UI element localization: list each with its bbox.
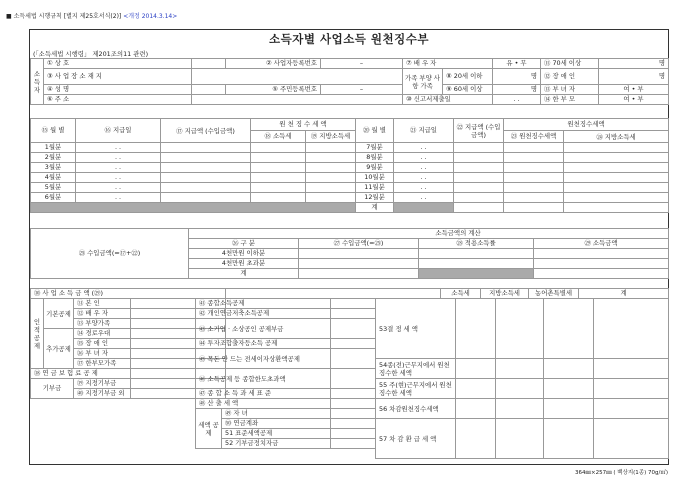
col-total: 계 bbox=[579, 289, 669, 299]
amount2-header: ㉒ 지급액 (수입금액) bbox=[454, 119, 504, 143]
income-tax-header: ⑱ 소득세 bbox=[251, 131, 306, 143]
month2-label: 7월분 bbox=[356, 143, 394, 153]
calc-amount-total[interactable] bbox=[534, 269, 669, 279]
calc-amount-header: ㉙ 소득금액 bbox=[534, 239, 669, 249]
law-reference: (「소득세법 시행령」 제201조의11 관련) bbox=[33, 50, 149, 58]
report-date-label: ⑩ 신고서제출일 bbox=[403, 95, 493, 105]
month-label: 6월분 bbox=[31, 193, 76, 203]
total-local-field[interactable] bbox=[564, 203, 669, 213]
d53-label: 53결 정 세 액 bbox=[376, 299, 456, 359]
earner-table bbox=[30, 58, 669, 105]
d57-label: 57 차 감 환 급 세 액 bbox=[376, 419, 456, 459]
local2-header: ㉔ 지방소득세 bbox=[564, 131, 669, 143]
income-tax-field[interactable] bbox=[251, 173, 306, 183]
calc-title: 소득금액의 계산 bbox=[189, 229, 669, 239]
calc-row-label: 계 bbox=[189, 269, 299, 279]
total-amount-field[interactable] bbox=[454, 203, 504, 213]
trade-name-field[interactable] bbox=[192, 59, 226, 69]
family-group-label: 가족 부양 사항 가족 bbox=[403, 69, 443, 95]
woman-label: ⑬ 부 녀 자 bbox=[541, 85, 599, 95]
month-label: 5월분 bbox=[31, 183, 76, 193]
local-tax-header: ⑲ 지방소득세 bbox=[306, 131, 356, 143]
month-label: 1월분 bbox=[31, 143, 76, 153]
d50-field[interactable] bbox=[331, 419, 376, 429]
dependents-label: ㉝ 부양가족 bbox=[74, 319, 131, 329]
calc-income-total[interactable] bbox=[299, 269, 419, 279]
calc-rate-field[interactable] bbox=[419, 259, 534, 269]
month2-label: 10월분 bbox=[356, 173, 394, 183]
amount-field[interactable] bbox=[161, 163, 251, 173]
paydate-field[interactable]: . . bbox=[76, 173, 161, 183]
revenue-label: ㉕ 수입금액(=⑰+㉒) bbox=[31, 229, 189, 279]
month-header: ⑮ 월 별 bbox=[31, 119, 76, 143]
wtax2-field[interactable] bbox=[504, 183, 564, 193]
amount-field[interactable] bbox=[161, 173, 251, 183]
monthly-table bbox=[30, 118, 669, 213]
amount-field[interactable] bbox=[161, 183, 251, 193]
amount2-field[interactable] bbox=[454, 153, 504, 163]
paydate-field[interactable]: . . bbox=[76, 163, 161, 173]
paydate2-field[interactable]: . . bbox=[394, 193, 454, 203]
d56-total[interactable] bbox=[594, 399, 669, 419]
trade-name-label: ① 상 호 bbox=[44, 59, 192, 69]
pension-label: ㊳ 연 금 보 험 료 공 제 bbox=[31, 369, 131, 379]
under20-label: ⑧ 20세 이하 bbox=[443, 69, 493, 85]
col-local-tax: 지방소득세 bbox=[481, 289, 529, 299]
calc-type-header: ㉖ 구 분 bbox=[189, 239, 299, 249]
d44-field[interactable] bbox=[331, 339, 376, 349]
amount2-field[interactable] bbox=[454, 163, 504, 173]
col-income-tax: 소득세 bbox=[441, 289, 481, 299]
calc-amount-field[interactable] bbox=[534, 249, 669, 259]
d56-local-tax[interactable] bbox=[496, 399, 544, 419]
d43-field[interactable] bbox=[331, 319, 376, 339]
d41-label: ㊶ 종합소득공제 bbox=[196, 299, 331, 309]
income-tax-field[interactable] bbox=[251, 163, 306, 173]
calc-row-label: 4천만원 이하분 bbox=[189, 249, 299, 259]
local2-field[interactable] bbox=[564, 193, 669, 203]
disabled-label: ⑫ 장 애 인 bbox=[541, 69, 599, 85]
paper-spec: 364㎜×257㎜ ( 백상지(1종) 70g/㎡) bbox=[574, 470, 668, 476]
biz-no-field[interactable]: – bbox=[321, 59, 403, 69]
amount-field[interactable] bbox=[161, 193, 251, 203]
paydate2-field[interactable]: . . bbox=[394, 183, 454, 193]
amount-field[interactable] bbox=[161, 153, 251, 163]
d42-label: ㊷ 개인연금저축소득공제 bbox=[196, 309, 331, 319]
d54-local-tax[interactable] bbox=[496, 359, 544, 379]
wtax2-field[interactable] bbox=[504, 143, 564, 153]
total-shade-right bbox=[394, 203, 454, 213]
d55-total[interactable] bbox=[594, 379, 669, 399]
d50-label: ㊿ 연금계좌 bbox=[222, 419, 331, 429]
donation-group-label: 기부금 bbox=[31, 379, 74, 399]
d51-label: 51 표준세액공제 bbox=[222, 429, 331, 439]
calc-income-field[interactable] bbox=[299, 259, 419, 269]
form-title: 소득자별 사업소득 원천징수부 bbox=[269, 32, 429, 46]
amount2-field[interactable] bbox=[454, 193, 504, 203]
biz-no-label: ② 사업자등록번호 bbox=[226, 59, 321, 69]
spouse-ded-label: ㉜ 배 우 자 bbox=[74, 309, 131, 319]
wtax2-field[interactable] bbox=[504, 193, 564, 203]
local2-field[interactable] bbox=[564, 183, 669, 193]
paydate-header: ⑯ 지급일 bbox=[76, 119, 161, 143]
month-label: 4월분 bbox=[31, 173, 76, 183]
paydate2-header: ㉑ 지급일 bbox=[394, 119, 454, 143]
tax-base-table bbox=[195, 298, 376, 449]
d53-income-tax[interactable] bbox=[456, 299, 496, 359]
business-income-label: ㉚ 사 업 소 득 금 액 (㉙) bbox=[31, 289, 226, 299]
d55-income-tax[interactable] bbox=[456, 379, 496, 399]
total-shade-left bbox=[31, 203, 356, 213]
paydate-field[interactable]: . . bbox=[76, 153, 161, 163]
tax-credit-group-label: 세액 공제 bbox=[196, 409, 222, 449]
d49-field[interactable] bbox=[331, 409, 376, 419]
rep-name-field[interactable] bbox=[192, 85, 226, 95]
under20-field[interactable]: 명 bbox=[493, 69, 541, 85]
local-tax-field[interactable] bbox=[306, 143, 356, 153]
report-date-field[interactable]: . . bbox=[493, 95, 541, 105]
d44-label: ㊹ 투자조합출자등소득 공제 bbox=[196, 339, 331, 349]
paydate2-field[interactable]: . . bbox=[394, 143, 454, 153]
calc-row-label: 4천만원 초과분 bbox=[189, 259, 299, 269]
col-rural-tax: 농어촌특별세 bbox=[529, 289, 579, 299]
amount2-field[interactable] bbox=[454, 143, 504, 153]
self-label: ㉛ 본 인 bbox=[74, 299, 131, 309]
d54-total[interactable] bbox=[594, 359, 669, 379]
d57-local-tax[interactable] bbox=[496, 419, 544, 459]
earner-group-label: 소득자 bbox=[31, 59, 44, 105]
income-tax-field[interactable] bbox=[251, 183, 306, 193]
d56-label: 56 차감원천징수세액 bbox=[376, 399, 456, 419]
d54-label: 54종(전)근무지에서 원천징수한 세액 bbox=[376, 359, 456, 379]
paydate2-field[interactable]: . . bbox=[394, 153, 454, 163]
d46-field[interactable] bbox=[331, 369, 376, 389]
local-tax-field[interactable] bbox=[306, 153, 356, 163]
political-label: ㊴ 지정기부금 bbox=[74, 379, 131, 389]
income-tax-field[interactable] bbox=[251, 193, 306, 203]
amount-header: ⑰ 지급액 (수입금액) bbox=[161, 119, 251, 143]
d54-income-tax[interactable] bbox=[456, 359, 496, 379]
paydate2-field[interactable]: . . bbox=[394, 163, 454, 173]
settlement-table bbox=[375, 298, 669, 459]
d46-label: ㊻ 소득공제 등 종합한도초과액 bbox=[196, 369, 331, 389]
paydate-field[interactable]: . . bbox=[76, 183, 161, 193]
home-address-field[interactable] bbox=[192, 95, 403, 105]
age70-label: ⑪ 70세 이상 bbox=[541, 59, 599, 69]
woman-field[interactable]: 여 • 부 bbox=[599, 85, 669, 95]
local-tax-field[interactable] bbox=[306, 193, 356, 203]
d57-income-tax[interactable] bbox=[456, 419, 496, 459]
d42-field[interactable] bbox=[331, 309, 376, 319]
month-label: 2월분 bbox=[31, 153, 76, 163]
calc-rate-shade bbox=[419, 269, 534, 279]
paydate-field[interactable]: . . bbox=[76, 143, 161, 153]
revision-date: <개정 2014.3.14> bbox=[123, 13, 178, 20]
address-label: ③ 사 업 장 소 재 지 bbox=[44, 69, 192, 85]
basic-group-label: 기본공제 bbox=[44, 299, 74, 329]
d41-field[interactable] bbox=[331, 299, 376, 309]
d52-field[interactable] bbox=[331, 439, 376, 449]
month2-label: 12월분 bbox=[356, 193, 394, 203]
calc-rate-header: ㉘ 적용소득률 bbox=[419, 239, 534, 249]
calc-amount-field[interactable] bbox=[534, 259, 669, 269]
disabled-field[interactable]: 명 bbox=[599, 69, 669, 85]
d48-field[interactable] bbox=[331, 399, 376, 409]
single-parent-label: ⑭ 한 부 모 bbox=[541, 95, 599, 105]
resident-no-field[interactable]: – bbox=[321, 85, 403, 95]
wtax2-field[interactable] bbox=[504, 153, 564, 163]
paydate2-field[interactable]: . . bbox=[394, 173, 454, 183]
over60-field[interactable]: 명 bbox=[493, 85, 541, 95]
amount2-field[interactable] bbox=[454, 183, 504, 193]
disabled-ded-label: ㉟ 장 애 인 bbox=[74, 339, 131, 349]
single-parent-field[interactable]: 여 • 부 bbox=[599, 95, 669, 105]
amount-field[interactable] bbox=[161, 143, 251, 153]
d56-rural-tax[interactable] bbox=[544, 399, 594, 419]
d52-label: 52 기부금정치자금 bbox=[222, 439, 331, 449]
local-tax-field[interactable] bbox=[306, 183, 356, 193]
d47-label: ㊼ 종 합 소 득 과 세 표 준 bbox=[196, 389, 331, 399]
d49-label: ㊾ 자 녀 bbox=[222, 409, 331, 419]
withholding2-header: 원천징수세액 bbox=[504, 119, 669, 131]
d56-income-tax[interactable] bbox=[456, 399, 496, 419]
local-tax-field[interactable] bbox=[306, 163, 356, 173]
d54-rural-tax[interactable] bbox=[544, 359, 594, 379]
month2-label: 9월분 bbox=[356, 163, 394, 173]
d45-field[interactable] bbox=[331, 349, 376, 369]
d55-rural-tax[interactable] bbox=[544, 379, 594, 399]
d53-rural-tax[interactable] bbox=[544, 299, 594, 359]
single-parent-ded-label: ㊲ 한부모가족 bbox=[74, 359, 131, 369]
d57-total[interactable] bbox=[594, 419, 669, 459]
personal-group-label: 인적공제 bbox=[31, 299, 44, 369]
withholding-header: 원 천 징 수 세 액 bbox=[251, 119, 356, 131]
month-label: 3월분 bbox=[31, 163, 76, 173]
month2-label: 8월분 bbox=[356, 153, 394, 163]
wtax2-field[interactable] bbox=[504, 163, 564, 173]
spouse-field[interactable]: 유 • 무 bbox=[493, 59, 541, 69]
local2-field[interactable] bbox=[564, 153, 669, 163]
d51-field[interactable] bbox=[331, 429, 376, 439]
total-label: 계 bbox=[356, 203, 394, 213]
form-reference: ■ 소득세법 시행규칙 [별지 제25호서식(2)] bbox=[6, 13, 122, 20]
elderly-label: ㉞ 경로우대 bbox=[74, 329, 131, 339]
d48-label: ㊽ 산 출 세 액 bbox=[196, 399, 331, 409]
local2-field[interactable] bbox=[564, 173, 669, 183]
amount2-field[interactable] bbox=[454, 173, 504, 183]
form-header bbox=[6, 11, 177, 20]
over60-label: ⑨ 60세 이상 bbox=[443, 85, 493, 95]
additional-group-label: 추가공제 bbox=[44, 329, 74, 369]
home-address-label: ⑥ 주 소 bbox=[44, 95, 192, 105]
income-tax-field[interactable] bbox=[251, 143, 306, 153]
month2-label: 11월분 bbox=[356, 183, 394, 193]
age70-field[interactable]: 명 bbox=[599, 59, 669, 69]
wtax2-field[interactable] bbox=[504, 173, 564, 183]
d57-rural-tax[interactable] bbox=[544, 419, 594, 459]
d47-field[interactable] bbox=[331, 389, 376, 399]
calc-income-field[interactable] bbox=[299, 249, 419, 259]
rep-name-label: ④ 성 명 bbox=[44, 85, 192, 95]
local-tax-field[interactable] bbox=[306, 173, 356, 183]
tax-base-block bbox=[226, 289, 441, 299]
calc-income-header: ㉗ 수입금액(=㉕) bbox=[299, 239, 419, 249]
d43-label: ㊸ 소기업 · 소상공인 공제부금 bbox=[196, 319, 331, 339]
total-wtax-field[interactable] bbox=[504, 203, 564, 213]
income-tax-field[interactable] bbox=[251, 153, 306, 163]
d53-total[interactable] bbox=[594, 299, 669, 359]
spouse-label: ⑦ 배 우 자 bbox=[403, 59, 493, 69]
wtax2-header: ㉓ 원천징수세액 bbox=[504, 131, 564, 143]
d55-label: 55 주(현)근무지에서 원천징수한 세액 bbox=[376, 379, 456, 399]
paydate-field[interactable]: . . bbox=[76, 193, 161, 203]
calc-rate-field[interactable] bbox=[419, 249, 534, 259]
address-field[interactable] bbox=[192, 69, 403, 85]
d53-local-tax[interactable] bbox=[496, 299, 544, 359]
local2-field[interactable] bbox=[564, 163, 669, 173]
designated-label: ㊵ 지정기부금 외 bbox=[74, 389, 131, 399]
woman-ded-label: ㊱ 부 녀 자 bbox=[74, 349, 131, 359]
calc-table bbox=[30, 228, 669, 279]
local2-field[interactable] bbox=[564, 143, 669, 153]
month2-header: ⑳ 월 별 bbox=[356, 119, 394, 143]
resident-no-label: ⑤ 주민등록번호 bbox=[226, 85, 321, 95]
d45-label: ㊺ 목돈 안 드는 전세이자상환액공제 bbox=[196, 349, 331, 369]
d55-local-tax[interactable] bbox=[496, 379, 544, 399]
